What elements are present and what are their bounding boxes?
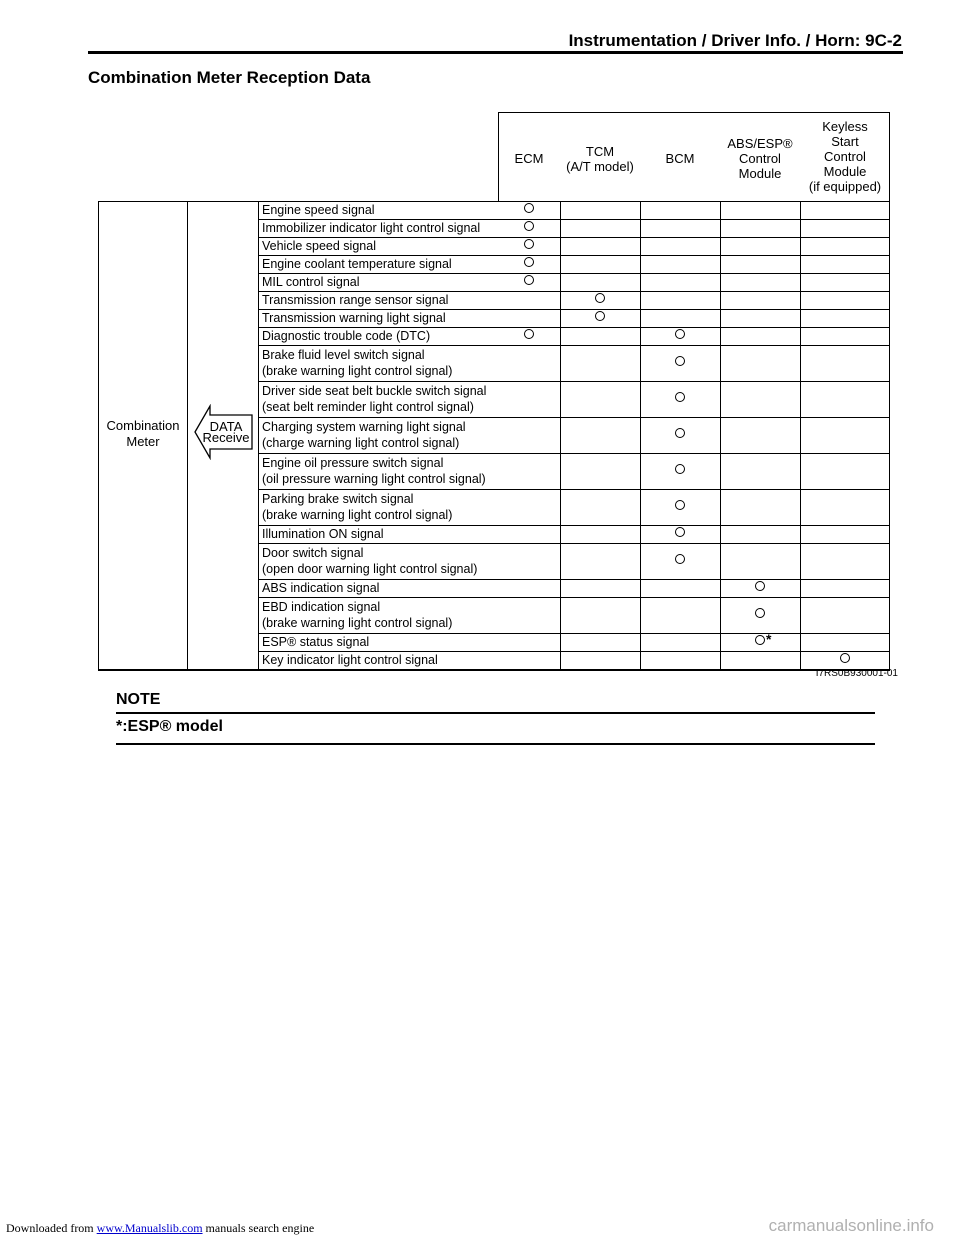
column-header-line: BCM	[665, 151, 695, 166]
signal-label-line: Engine oil pressure switch signal	[262, 456, 444, 470]
header-rule	[88, 51, 903, 54]
reception-mark-icon	[524, 329, 534, 339]
reception-mark-icon	[524, 221, 534, 231]
signal-label	[262, 634, 369, 650]
signal-label-line: Vehicle speed signal	[262, 239, 376, 253]
signal-label	[262, 419, 466, 451]
signal-label-line: Key indicator light control signal	[262, 653, 438, 667]
table-right-border	[889, 112, 890, 669]
signal-label-line: (brake warning light control signal)	[262, 364, 453, 378]
signal-label-line: (open door warning light control signal)	[262, 562, 478, 576]
reception-mark-icon	[595, 293, 605, 303]
signal-label-line: Illumination ON signal	[262, 527, 384, 541]
column-header	[720, 136, 800, 181]
signal-label-line: (oil pressure warning light control signal)	[262, 472, 486, 486]
reception-mark-icon	[675, 392, 685, 402]
footer-suffix: manuals search engine	[202, 1221, 315, 1235]
signal-label-line: (brake warning light control signal)	[262, 616, 453, 630]
table-bottom-border	[98, 669, 890, 671]
row-divider	[258, 597, 890, 598]
signal-label	[262, 220, 480, 236]
column-header-line: (if equipped)	[808, 179, 882, 194]
signal-label-line: ESP® status signal	[262, 635, 370, 649]
signal-label-line: EBD indication signal	[262, 600, 381, 614]
column-header-line: TCM	[585, 143, 615, 159]
section-title: Combination Meter Reception Data	[88, 68, 371, 87]
row-divider	[258, 417, 890, 418]
signal-label-line: (charge warning light control signal)	[262, 436, 460, 450]
signal-label-line: (brake warning light control signal)	[262, 508, 453, 522]
data-receive-label	[198, 421, 254, 443]
signal-label	[262, 274, 360, 290]
reception-mark-icon	[755, 581, 765, 591]
signal-label-line: Driver side seat belt buckle switch signal	[262, 384, 487, 398]
reception-mark-icon	[675, 464, 685, 474]
footer-link[interactable]: www.Manualslib.com	[96, 1221, 203, 1235]
reception-mark-icon	[675, 329, 685, 339]
footer-watermark: carmanualsonline.info	[768, 1216, 934, 1235]
signal-label	[262, 238, 376, 254]
signal-label-line: Parking brake switch signal	[262, 492, 414, 506]
sender-column-divider	[560, 201, 561, 669]
receiver-label-line: Meter	[126, 434, 160, 449]
footer-source	[6, 1221, 314, 1236]
signal-label	[262, 256, 452, 272]
signal-label	[262, 202, 375, 218]
signal-label-line: Brake fluid level switch signal	[262, 348, 425, 362]
footer-prefix: Downloaded from	[6, 1221, 97, 1235]
reception-mark-icon	[524, 257, 534, 267]
signal-label	[262, 545, 477, 577]
signal-label	[262, 455, 486, 487]
column-header-line: Keyless	[822, 119, 868, 134]
reception-mark-icon	[675, 500, 685, 510]
column-header-line: Module	[738, 166, 782, 181]
signal-label-line: Transmission warning light signal	[262, 311, 446, 325]
signal-label	[262, 652, 438, 668]
signal-label-line: Engine coolant temperature signal	[262, 257, 452, 271]
row-divider	[258, 543, 890, 544]
signal-label-line: ABS indication signal	[262, 581, 380, 595]
reception-mark-icon	[755, 635, 765, 645]
sender-column-divider	[720, 201, 721, 669]
signal-label	[262, 292, 448, 308]
column-header	[560, 144, 640, 174]
signal-label	[262, 328, 430, 344]
column-header	[800, 119, 890, 194]
data-receive-label-line: DATA	[209, 419, 243, 434]
column-header-line: (A/T model)	[566, 158, 634, 174]
receiver-label-line: Combination	[106, 418, 180, 433]
esp-model-asterisk: *	[766, 631, 772, 647]
page-header-title: Instrumentation / Driver Info. / Horn: 9C-2	[568, 31, 902, 50]
reception-mark-icon	[755, 608, 765, 618]
arrow-column-divider	[258, 201, 259, 669]
reception-mark-icon	[675, 428, 685, 438]
row-divider	[258, 381, 890, 382]
signal-label	[262, 347, 452, 379]
column-header-line: Module	[823, 164, 867, 179]
note-title: NOTE	[116, 691, 161, 708]
signal-label-line: MIL control signal	[262, 275, 360, 289]
column-header	[498, 151, 560, 166]
signal-label	[262, 310, 446, 326]
signal-label-line: Door switch signal	[262, 546, 364, 560]
note-rule-bottom	[116, 743, 875, 745]
signal-label-line: (seat belt reminder light control signal)	[262, 400, 474, 414]
data-receive-label-line: Receive	[202, 430, 250, 445]
receiver-label	[98, 418, 188, 450]
signal-label	[262, 491, 452, 523]
signal-label	[262, 599, 452, 631]
reception-mark-icon	[840, 653, 850, 663]
header-bottom-border	[98, 201, 890, 202]
row-divider	[258, 489, 890, 490]
column-header-line: ECM	[514, 151, 544, 166]
signal-label	[262, 383, 486, 415]
signal-label-line: Immobilizer indicator light control signal	[262, 221, 481, 235]
signal-label	[262, 580, 379, 596]
note-rule-top	[116, 712, 875, 714]
sender-column-divider	[640, 201, 641, 669]
reception-mark-icon	[524, 239, 534, 249]
column-header-line: Control	[824, 149, 866, 164]
sender-column-divider	[800, 201, 801, 669]
row-divider	[258, 453, 890, 454]
figure-id: I7RS0B930001-01	[815, 668, 898, 679]
column-header-line: ABS/ESP®	[727, 136, 793, 151]
reception-mark-icon	[524, 275, 534, 285]
reception-mark-icon	[595, 311, 605, 321]
header-top-border	[498, 112, 890, 113]
column-header-line: Control	[739, 151, 781, 166]
signal-label-line: Engine speed signal	[262, 203, 375, 217]
note-text: *:ESP® model	[116, 718, 223, 735]
reception-mark-icon	[675, 554, 685, 564]
row-divider	[258, 345, 890, 346]
signal-label-line: Transmission range sensor signal	[262, 293, 449, 307]
column-header-line: Start	[831, 134, 859, 149]
signal-label-line: Diagnostic trouble code (DTC)	[262, 329, 431, 343]
reception-mark-icon	[675, 356, 685, 366]
reception-mark-icon	[675, 527, 685, 537]
signal-label	[262, 526, 384, 542]
reception-data-table	[98, 112, 890, 671]
column-header	[640, 151, 720, 166]
reception-mark-icon	[524, 203, 534, 213]
signal-label-line: Charging system warning light signal	[262, 420, 466, 434]
